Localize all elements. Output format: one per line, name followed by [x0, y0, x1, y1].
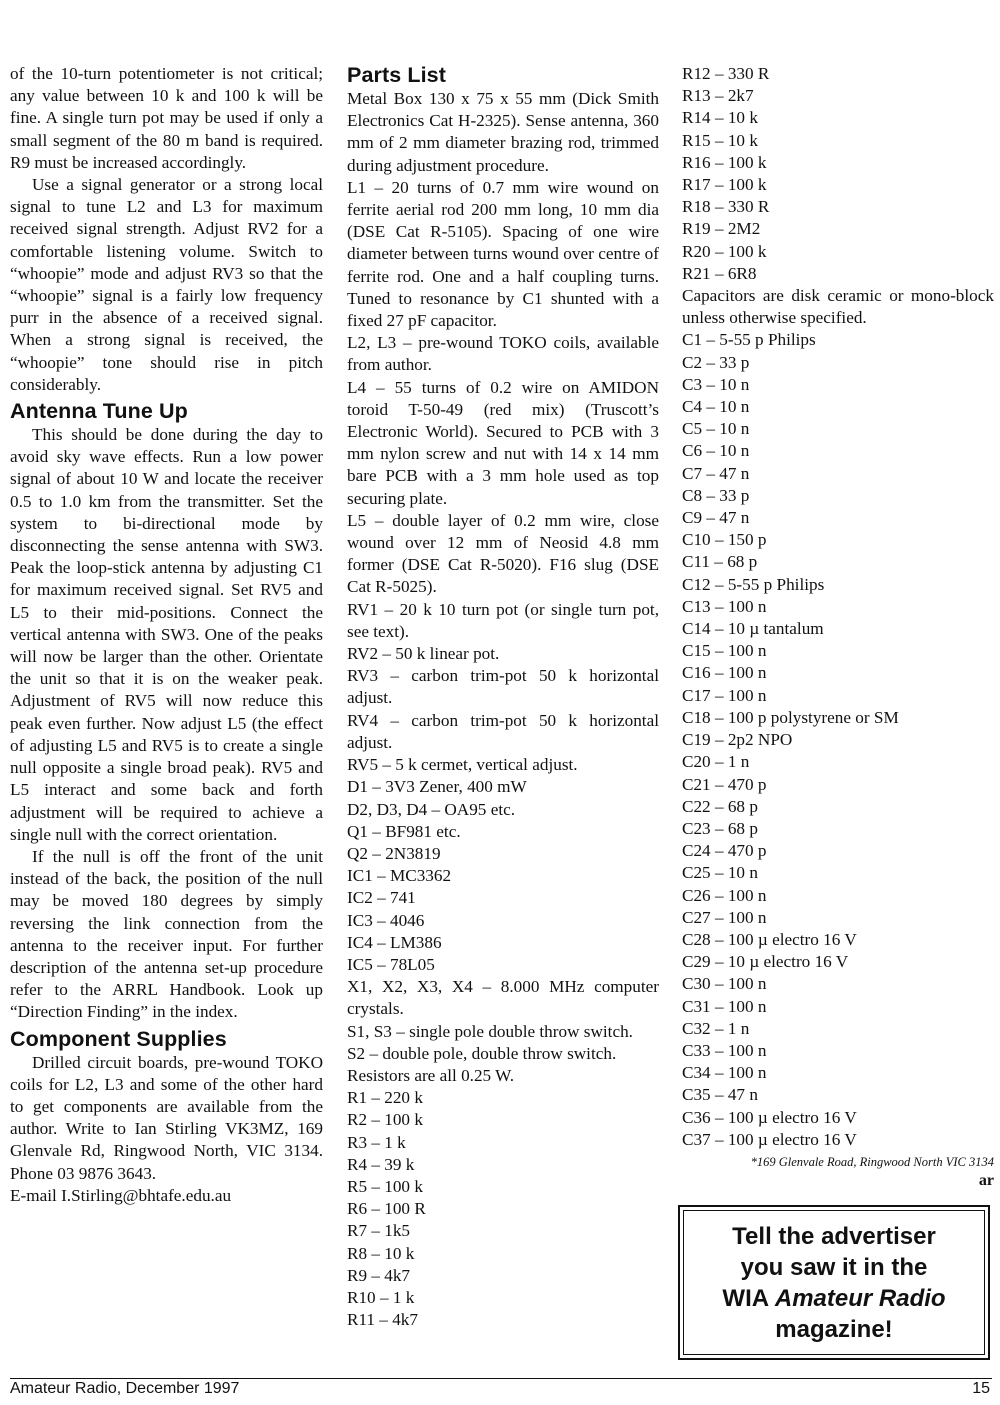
- advertiser-notice-inner: [683, 1210, 985, 1355]
- parts-list-item: R9 – 4k7: [347, 1265, 411, 1285]
- parts-list-item: C12 – 5-55 p Philips: [682, 574, 825, 594]
- parts-list-item: D2, D3, D4 – OA95 etc.: [347, 799, 516, 819]
- notice-line: magazine!: [775, 1315, 893, 1343]
- parts-list-item: C23 – 68 p: [682, 818, 758, 838]
- parts-list-item: RV1 – 20 k 10 turn pot (or single turn pot, see text).: [347, 599, 659, 641]
- notice-line: Tell the advertiser: [732, 1222, 936, 1250]
- footer-publication: Amateur Radio, December 1997: [10, 1380, 240, 1397]
- parts-list-item: RV4 – carbon trim-pot 50 k horizontal adjust.: [347, 710, 659, 752]
- parts-list-item: C4 – 10 n: [682, 397, 750, 417]
- parts-list-item: R11 – 4k7: [347, 1310, 418, 1330]
- notice-line: you saw it in the: [740, 1253, 928, 1281]
- parts-list-item: R1 – 220 k: [347, 1088, 423, 1108]
- parts-list-item: R2 – 100 k: [347, 1110, 423, 1130]
- parts-list-item: C11 – 68 p: [682, 552, 758, 572]
- parts-list-item: L4 – 55 turns of 0.2 wire on AMIDON toroid T-50-49 (red mix) (Truscott’s Electronic World). Secured to PCB with 3 mm nylon screw and nut with 14 x 14 mm bare PCB with a 3 mm hole used as top securing plate.: [347, 377, 659, 508]
- parts-list-item: R18 – 330 R: [682, 197, 770, 217]
- parts-list-item: C6 – 10 n: [682, 441, 750, 461]
- parts-list-item: IC4 – LM386: [347, 932, 442, 952]
- parts-list-item: C30 – 100 n: [682, 974, 767, 994]
- parts-list-item: C22 – 68 p: [682, 796, 758, 816]
- section-heading-antenna-tune-up: Antenna Tune Up: [10, 399, 188, 424]
- notice-line: WIA: [722, 1284, 775, 1312]
- notice-magazine-title: Amateur Radio: [774, 1284, 946, 1312]
- parts-list-item: Capacitors are disk ceramic or mono-block unless otherwise specified.: [682, 286, 994, 328]
- parts-list-item: C3 – 10 n: [682, 374, 750, 394]
- parts-list-item: C13 – 100 n: [682, 596, 767, 616]
- parts-list-item: R19 – 2M2: [682, 219, 761, 239]
- parts-list-item: C15 – 100 n: [682, 641, 767, 661]
- parts-list-item: C2 – 33 p: [682, 352, 750, 372]
- parts-list-item: L5 – double layer of 0.2 mm wire, close wound over 12 mm of Neosid 4.8 mm former (DSE Cat R-5020). F16 slug (DSE Cat R-5025).: [347, 510, 659, 597]
- parts-list-item: R4 – 39 k: [347, 1154, 415, 1174]
- paragraph: Drilled circuit boards, pre-wound TOKO coils for L2, L3 and some of the other hard to get components are available from the author. Write to Ian Stirling VK3MZ, 169 Glenvale Rd, Ringwood North, VIC 3134. Phone 03 9876 3643.: [10, 1052, 323, 1183]
- page-number: 15: [972, 1380, 990, 1397]
- author-address-credit: *169 Glenvale Road, Ringwood North VIC 3134: [750, 1154, 994, 1169]
- parts-list-item: C8 – 33 p: [682, 485, 750, 505]
- parts-list-item: C29 – 10 µ electro 16 V: [682, 952, 849, 972]
- parts-list-item: Resistors are all 0.25 W.: [347, 1065, 515, 1085]
- parts-list-item: C1 – 5-55 p Philips: [682, 330, 816, 350]
- section-heading-component-supplies: Component Supplies: [10, 1026, 227, 1051]
- parts-list-item: C19 – 2p2 NPO: [682, 730, 793, 750]
- parts-list-item: C10 – 150 p: [682, 530, 767, 550]
- paragraph: Use a signal generator or a strong local signal to tune L2 and L3 for maximum received signal strength. Adjust RV2 for a comfortable listening volume. Switch to “whoopie” mode and adjust RV3 so that the “whoopie” signal is a fairly low frequency purr in the absence of a received signal. When a strong signal is received, the “whoopie” tone should rise in pitch considerably.: [10, 175, 323, 394]
- parts-list-item: C24 – 470 p: [682, 841, 767, 861]
- parts-list-item: IC3 – 4046: [347, 910, 425, 930]
- parts-list-item: R20 – 100 k: [682, 241, 767, 261]
- parts-list-item: C7 – 47 n: [682, 463, 750, 483]
- parts-list-item: R13 – 2k7: [682, 86, 754, 106]
- parts-list-item: C33 – 100 n: [682, 1040, 767, 1060]
- parts-list-item: R8 – 10 k: [347, 1243, 415, 1263]
- parts-list-item: C20 – 1 n: [682, 752, 750, 772]
- parts-list-item: C9 – 47 n: [682, 508, 750, 528]
- parts-list-item: D1 – 3V3 Zener, 400 mW: [347, 777, 527, 797]
- parts-list-item: L2, L3 – pre-wound TOKO coils, available from author.: [347, 333, 659, 375]
- parts-list-item: RV5 – 5 k cermet, vertical adjust.: [347, 755, 578, 775]
- parts-list-item: Metal Box 130 x 75 x 55 mm (Dick Smith Electronics Cat H-2325). Sense antenna, 360 mm of 2 mm diameter brazing rod, trimmed during adjustment procedure.: [347, 89, 659, 175]
- parts-list-item: C35 – 47 n: [682, 1085, 758, 1105]
- section-heading-parts-list: Parts List: [347, 63, 446, 87]
- parts-list-item: IC2 – 741: [347, 888, 416, 908]
- parts-list-item: R14 – 10 k: [682, 108, 758, 128]
- parts-list-item: R12 – 330 R: [682, 64, 770, 83]
- parts-list-item: R21 – 6R8: [682, 263, 757, 283]
- column-left: [10, 63, 323, 1207]
- parts-list-item: C21 – 470 p: [682, 774, 767, 794]
- parts-list-item: IC5 – 78L05: [347, 954, 435, 974]
- parts-list-item: C37 – 100 µ electro 16 V: [682, 1129, 857, 1149]
- parts-list-item: RV3 – carbon trim-pot 50 k horizontal adjust.: [347, 666, 659, 708]
- parts-list-item: C18 – 100 p polystyrene or SM: [682, 707, 899, 727]
- parts-list-item: R5 – 100 k: [347, 1176, 423, 1196]
- parts-list-item: C25 – 10 n: [682, 863, 758, 883]
- parts-list-item: R10 – 1 k: [347, 1287, 415, 1307]
- author-email: E-mail I.Stirling@bhtafe.edu.au: [10, 1185, 232, 1205]
- parts-list-item: C28 – 100 µ electro 16 V: [682, 929, 857, 949]
- parts-list: [347, 88, 659, 1331]
- parts-list-item: Q1 – BF981 etc.: [347, 821, 461, 841]
- column-parts-list-continued: [682, 63, 994, 1191]
- parts-list-item: C27 – 100 n: [682, 907, 767, 927]
- parts-list-item: L1 – 20 turns of 0.7 mm wire wound on ferrite aerial rod 200 mm long, 10 mm dia (DSE Cat R-5105). Spacing of one wire diameter between turns wound over centre of ferrite rod. One and a half coupling turns. Tuned to resonance by C1 shunted with a fixed 27 pF capacitor.: [347, 177, 659, 331]
- parts-list-item: R7 – 1k5: [347, 1221, 411, 1241]
- parts-list-item: RV2 – 50 k linear pot.: [347, 644, 500, 664]
- parts-list-item: S1, S3 – single pole double throw switch.: [347, 1021, 633, 1041]
- parts-list-item: C34 – 100 n: [682, 1063, 767, 1083]
- advertiser-notice-box: [678, 1205, 990, 1360]
- parts-list-item: R17 – 100 k: [682, 175, 767, 195]
- parts-list-item: R15 – 10 k: [682, 130, 758, 150]
- parts-list-item: IC1 – MC3362: [347, 866, 452, 886]
- advertiser-notice-text: [722, 1221, 945, 1345]
- parts-list-item: S2 – double pole, double throw switch.: [347, 1043, 617, 1063]
- article-end-mark: ar: [978, 1171, 994, 1189]
- parts-list-item: C17 – 100 n: [682, 685, 767, 705]
- parts-list-item: C32 – 1 n: [682, 1018, 750, 1038]
- parts-list-item: C31 – 100 n: [682, 996, 767, 1016]
- parts-list-item: C16 – 100 n: [682, 663, 767, 683]
- parts-list: [682, 63, 994, 1151]
- paragraph: This should be done during the day to avoid sky wave effects. Run a low power signal of about 10 W and locate the receiver 0.5 to 1.0 km from the transmitter. Set the system to bi-directional mode by disconnecting the sense antenna with SW3. Peak the loop-stick antenna by adjusting C1 for maximum received signal. Set RV5 and L5 to their mid-positions. Connect the vertical antenna with SW3. One of the peaks will now be larger than the other. Orientate the unit so that it is on the weaker peak. Adjustment of RV5 will now reduce this peak even further. Now adjust L5 (the effect of adjusting L5 and RV5 is to create a single null opposite a single broad peak). RV5 and L5 interact and some back and forth adjustment will be required to achieve a single null with the correct orientation.: [10, 425, 323, 844]
- parts-list-item: Q2 – 2N3819: [347, 843, 441, 863]
- parts-list-item: R3 – 1 k: [347, 1132, 406, 1152]
- footer-rule: [10, 1378, 992, 1379]
- column-parts-list: [347, 63, 659, 1331]
- parts-list-item: C5 – 10 n: [682, 419, 750, 439]
- paragraph: If the null is off the front of the unit instead of the back, the position of the null may be moved 180 degrees by simply reversing the link connection from the antenna to the receiver input. For further description of the antenna set-up procedure refer to the ARRL Handbook. Look up “Direction Finding” in the index.: [10, 846, 323, 1022]
- paragraph: of the 10-turn potentiometer is not critical; any value between 10 k and 100 k will be fine. A single turn pot may be used if only a small segment of the 80 m band is required. R9 must be increased accordingly.: [10, 64, 323, 172]
- parts-list-item: R16 – 100 k: [682, 152, 767, 172]
- parts-list-item: R6 – 100 R: [347, 1199, 426, 1219]
- parts-list-item: X1, X2, X3, X4 – 8.000 MHz computer crystals.: [347, 977, 659, 1019]
- parts-list-item: C36 – 100 µ electro 16 V: [682, 1107, 857, 1127]
- parts-list-item: C26 – 100 n: [682, 885, 767, 905]
- parts-list-item: C14 – 10 µ tantalum: [682, 619, 824, 639]
